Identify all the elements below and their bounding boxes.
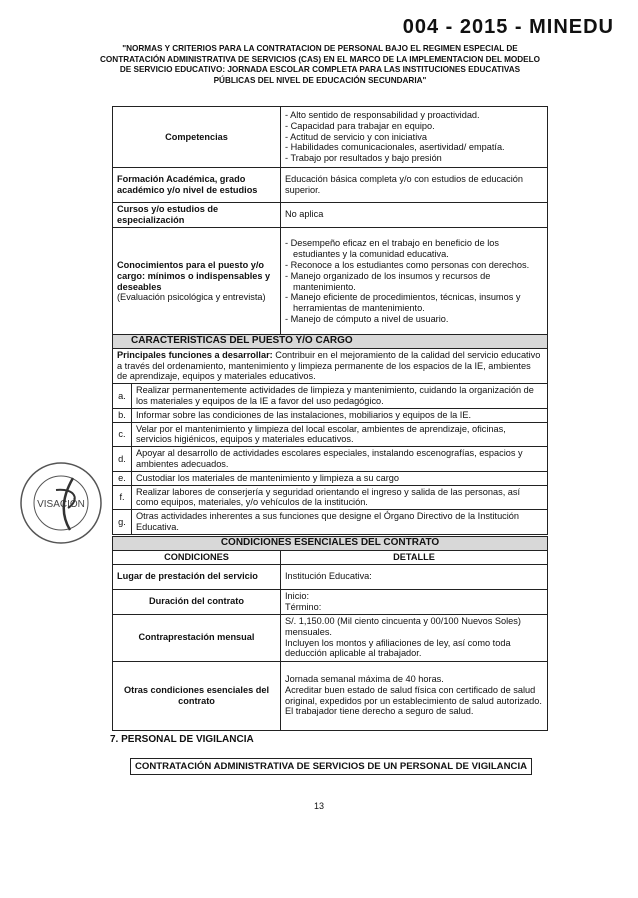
document-code: 004 - 2015 - MINEDU <box>402 16 614 38</box>
funciones-intro-text: Contribuir en el mejoramiento de la calidad del servicio educativo a través del ordenamiento, mantenimiento y limpieza permanente de los espacios de la IE, ambientes de aprendizaje, equipos y materiales educativos. <box>117 349 541 382</box>
funciones-intro-row <box>113 348 548 383</box>
function-row <box>113 510 548 535</box>
list-item: - Reconoce a los estudiantes como personas con derechos. <box>285 260 543 271</box>
condiciones-column-header-row <box>113 550 548 564</box>
caracteristicas-table <box>112 334 548 535</box>
list-item: - Manejo de cómputo a nivel de usuario. <box>285 314 543 325</box>
competencias-list <box>285 110 543 164</box>
seal-text: VISACIÓN <box>37 499 85 510</box>
conocimientos-list <box>285 238 543 324</box>
list-item: - Capacidad para trabajar en equipo. <box>285 121 543 132</box>
function-letter: a. <box>113 384 132 409</box>
function-text: Custodiar los materiales de mantenimiento y limpieza a su cargo <box>132 471 548 485</box>
column-header-detalle: DETALLE <box>281 550 548 564</box>
contraprestacion-note: Incluyen los montos y afiliaciones de ley, así como toda deducción aplicable al trabajador. <box>285 637 511 659</box>
condiciones-heading: CONDICIONES ESENCIALES DEL CONTRATO <box>113 537 548 551</box>
function-row <box>113 447 548 472</box>
otras-row <box>113 661 548 730</box>
section-7-title-box: CONTRATACIÓN ADMINISTRATIVA DE SERVICIOS DE UN PERSONAL DE VIGILANCIA <box>130 758 532 775</box>
caracteristicas-heading-row <box>113 335 548 349</box>
contraprestacion-row <box>113 614 548 661</box>
column-header-condiciones: CONDICIONES <box>113 550 281 564</box>
otras-jornada: Jornada semanal máxima de 40 horas. <box>285 674 444 684</box>
section-7-heading: 7. PERSONAL DE VIGILANCIA <box>110 734 254 745</box>
function-letter: b. <box>113 408 132 422</box>
otras-seguro: El trabajador tiene derecho a seguro de salud. <box>285 706 474 717</box>
duracion-cell <box>281 589 548 614</box>
function-text: Informar sobre las condiciones de las instalaciones, mobiliarios y equipos de la IE. <box>132 408 548 422</box>
funciones-intro <box>113 348 548 383</box>
duracion-termino: Término: <box>285 601 322 612</box>
lugar-value: Institución Educativa: <box>281 564 548 589</box>
formacion-value: Educación básica completa y/o con estudios de educación superior. <box>281 168 548 203</box>
otras-salud: Acreditar buen estado de salud física con certificado de salud original, expedidos por un establecimiento de salud autorizado. <box>285 684 542 706</box>
list-item: - Habilidades comunicacionales, asertividad/ empatía. <box>285 142 543 153</box>
visacion-seal-stamp <box>18 460 104 546</box>
page-number: 13 <box>313 801 324 811</box>
contraprestacion-label: Contraprestación mensual <box>113 614 281 661</box>
cursos-label: Cursos y/o estudios de especialización <box>113 203 281 228</box>
otras-cell <box>281 661 548 730</box>
function-letter: g. <box>113 510 132 535</box>
duracion-label: Duración del contrato <box>113 589 281 614</box>
function-letter: e. <box>113 471 132 485</box>
cursos-value: No aplica <box>281 203 548 228</box>
profile-table <box>112 106 548 337</box>
duracion-row <box>113 589 548 614</box>
function-row <box>113 384 548 409</box>
lugar-label: Lugar de prestación del servicio <box>113 564 281 589</box>
function-row <box>113 471 548 485</box>
list-item: - Manejo organizado de los insumos y recursos de mantenimiento. <box>285 271 543 293</box>
competencias-label: Competencias <box>113 107 281 168</box>
funciones-intro-bold: Principales funciones a desarrollar: <box>117 349 273 360</box>
condiciones-heading-row <box>113 537 548 551</box>
conocimientos-label-cell <box>113 227 281 336</box>
function-letter: c. <box>113 422 132 447</box>
function-row <box>113 408 548 422</box>
list-item: - Alto sentido de responsabilidad y proactividad. <box>285 110 543 121</box>
list-item: - Trabajo por resultados y bajo presión <box>285 153 543 164</box>
formacion-row <box>113 168 548 203</box>
function-row <box>113 422 548 447</box>
cursos-row <box>113 203 548 228</box>
condiciones-table <box>112 536 548 731</box>
duracion-inicio: Inicio: <box>285 590 310 601</box>
function-text: Velar por el mantenimiento y limpieza del local escolar, ambientes de aprendizaje, oficinas, servicios higiénicos, equipos y materiales educativos. <box>132 422 548 447</box>
function-text: Realizar permanentemente actividades de limpieza y mantenimiento, cuidando la organización de los materiales y equipos de la IE a favor del uso pedagógico. <box>132 384 548 409</box>
function-letter: f. <box>113 485 132 510</box>
conocimientos-row <box>113 227 548 336</box>
contraprestacion-amount: S/. 1,150.00 (Mil ciento cincuenta y 00/100 Nuevos Soles) mensuales. <box>285 616 521 637</box>
lugar-row <box>113 564 548 589</box>
contraprestacion-cell <box>281 614 548 661</box>
function-row <box>113 485 548 510</box>
document-title: "NORMAS Y CRITERIOS PARA LA CONTRATACION DE PERSONAL BAJO EL REGIMEN ESPECIAL DE CONTRATACIÓN ADMINISTRATIVA DE SERVICIOS (CAS) EN EL MARCO DE LA IMPLEMENTACION DEL MODELO DE SERVICIO EDUCATIVO: JORNADA ESCOLAR COMPLETA PARA LAS INSTITUCIONES EDUCATIVAS PÚBLICAS DEL NIVEL DE EDUCACIÓN SECUNDARIA" <box>100 44 540 85</box>
list-item: - Manejo eficiente de procedimientos, técnicas, insumos y herramientas de mantenimiento. <box>285 292 543 314</box>
function-text: Otras actividades inherentes a sus funciones que designe el Órgano Directivo de la Institución Educativa. <box>132 510 548 535</box>
caracteristicas-heading: CARACTERÍSTICAS DEL PUESTO Y/O CARGO <box>113 335 548 349</box>
competencias-list-cell <box>281 107 548 168</box>
function-text: Apoyar al desarrollo de actividades escolares especiales, instalando escenografías, espacios y ambientes adecuados. <box>132 447 548 472</box>
formacion-label: Formación Académica, grado académico y/o nivel de estudios <box>113 168 281 203</box>
conocimientos-label: Conocimientos para el puesto y/o cargo: mínimos o indispensables y deseables <box>117 260 271 292</box>
competencias-row <box>113 107 548 168</box>
otras-label: Otras condiciones esenciales del contrato <box>113 661 281 730</box>
list-item: - Actitud de servicio y con iniciativa <box>285 132 543 143</box>
conocimientos-list-cell <box>281 227 548 336</box>
conocimientos-sublabel: (Evaluación psicológica y entrevista) <box>117 292 266 303</box>
function-text: Realizar labores de conserjería y seguridad orientando el ingreso y salida de las personas, así como equipos, materiales, y/o vehículos de la institución. <box>132 485 548 510</box>
function-letter: d. <box>113 447 132 472</box>
list-item: - Desempeño eficaz en el trabajo en beneficio de los estudiantes y la comunidad educativa. <box>285 238 543 260</box>
